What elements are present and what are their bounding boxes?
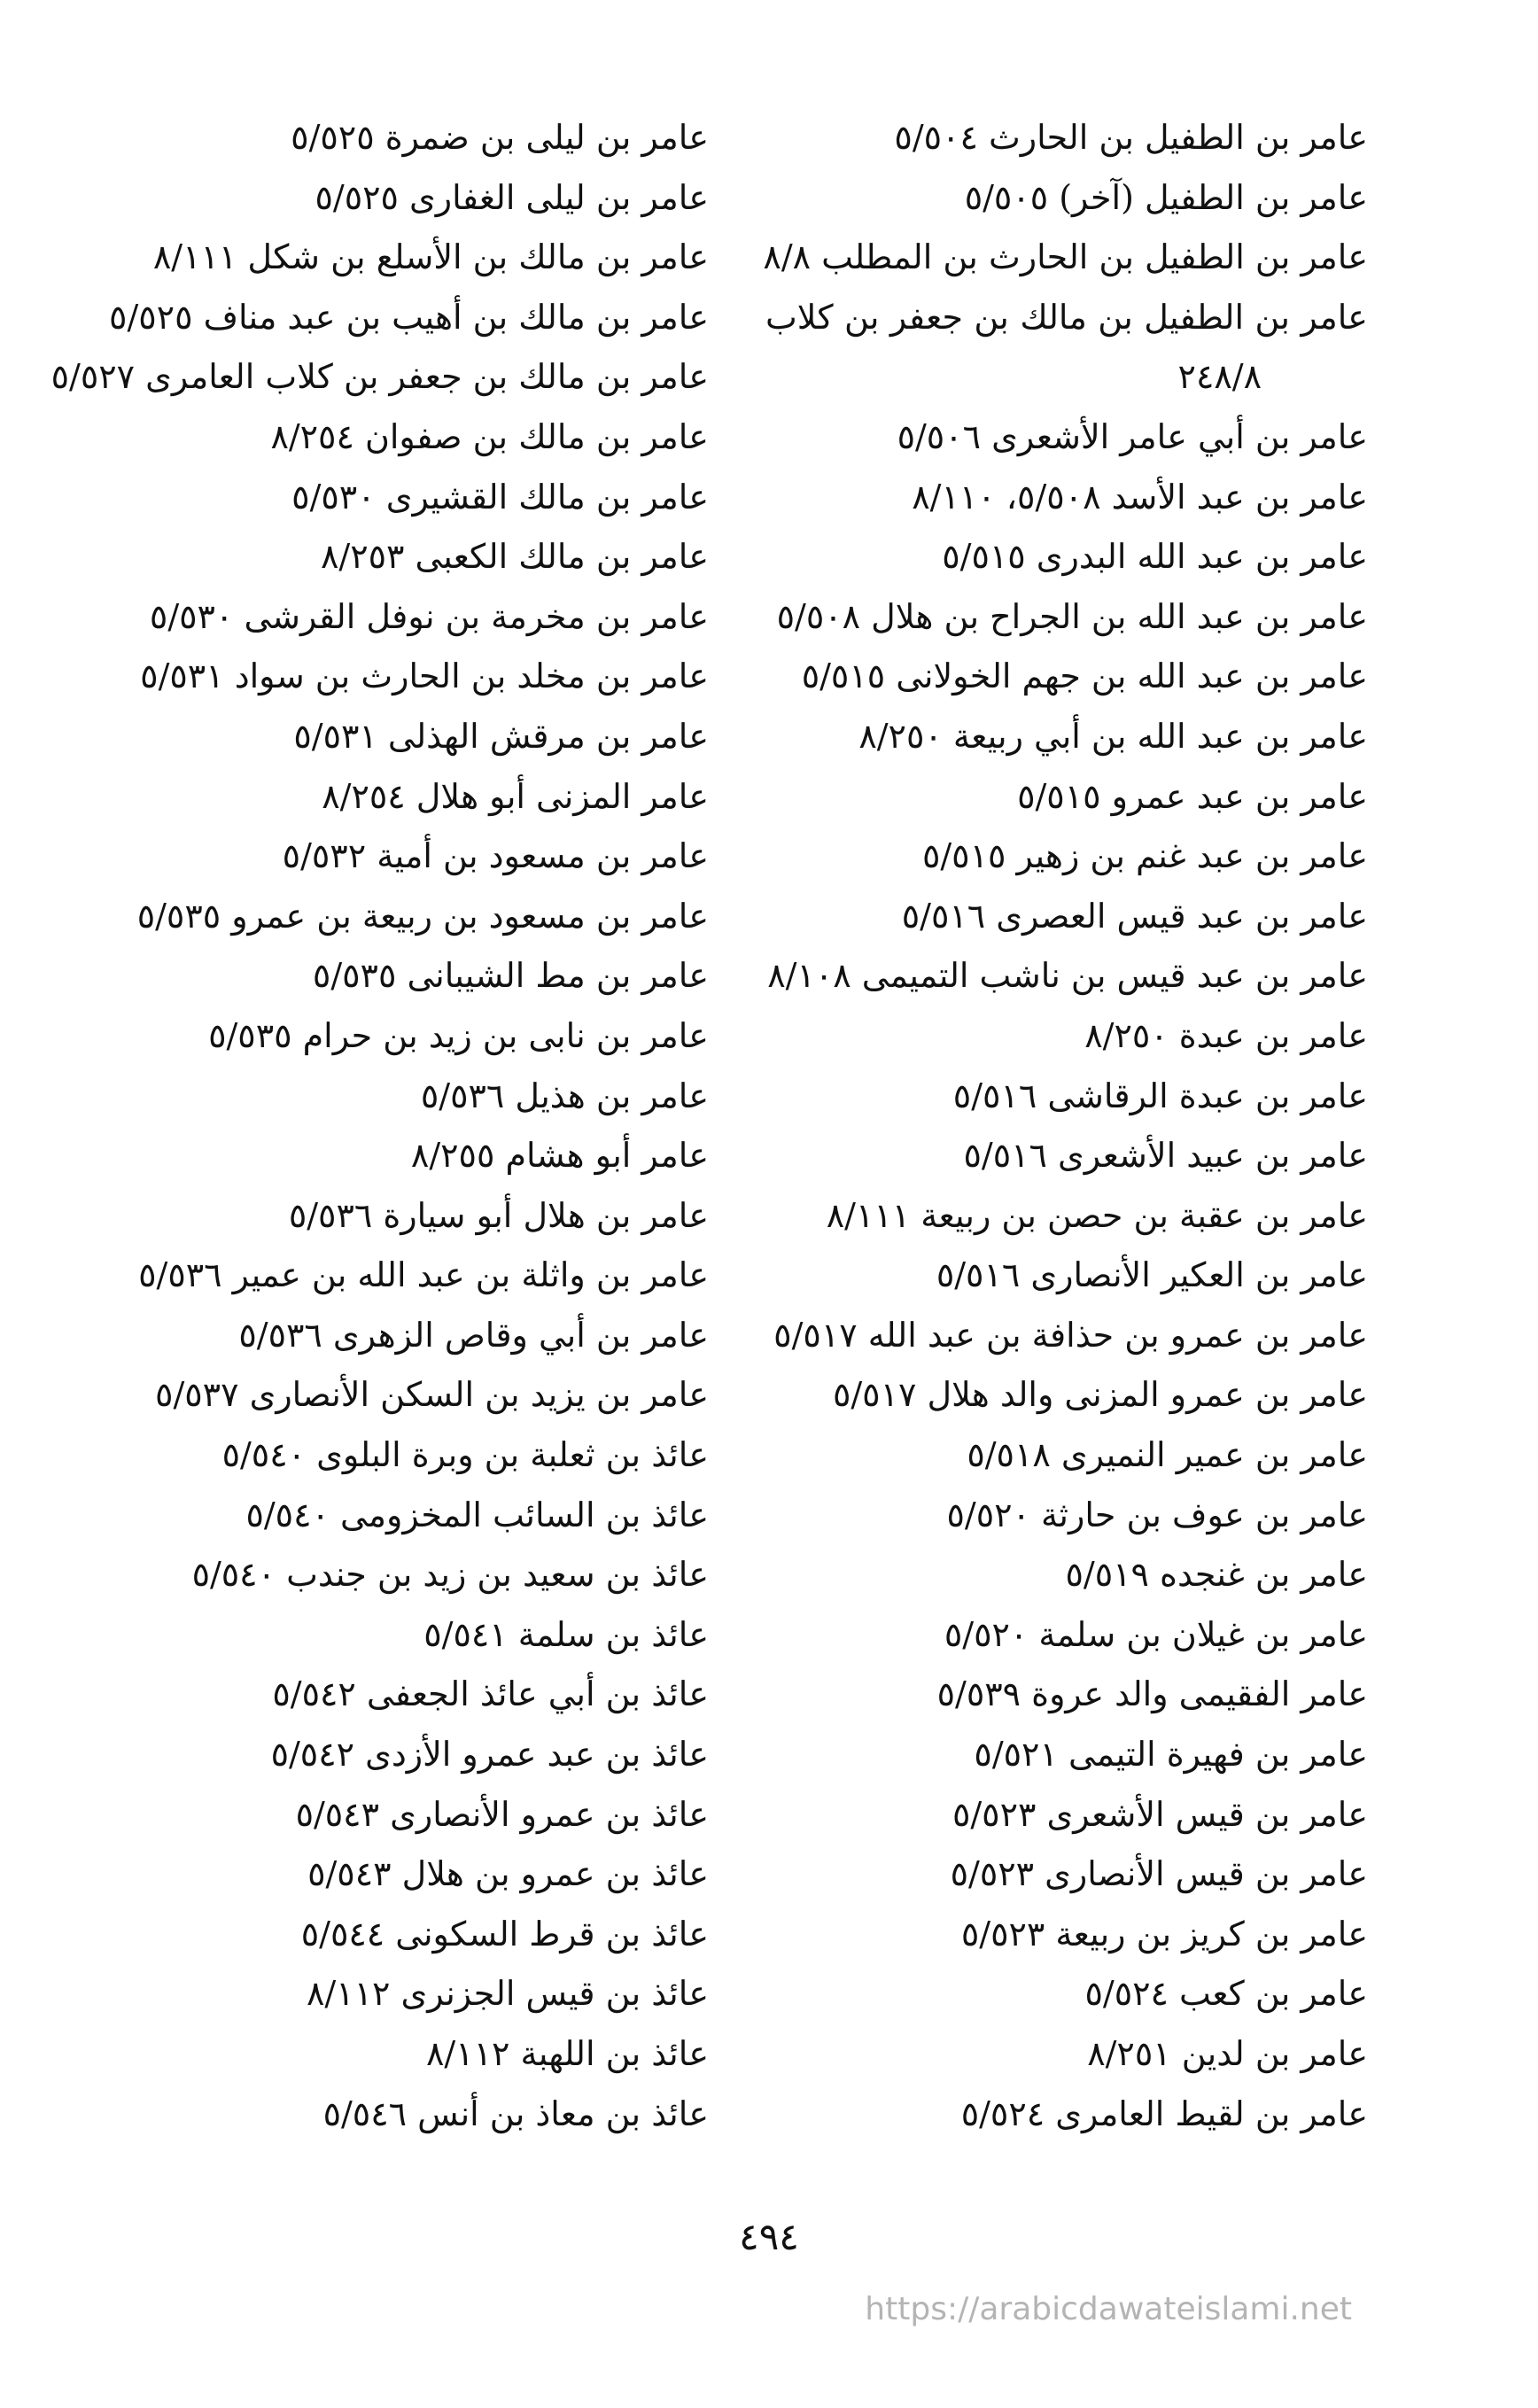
- index-entry: عامر بن مط الشيبانى ٥/٥٣٥: [312, 956, 709, 996]
- index-column-left: [35, 108, 709, 2144]
- index-entry: عامر بن مرقش الهذلى ٥/٥٣١: [293, 716, 709, 756]
- index-entry: عائذ بن عمرو بن هلال ٥/٥٤٣: [307, 1854, 709, 1894]
- index-entry: عامر بن يزيد بن السكن الأنصارى ٥/٥٣٧: [155, 1375, 709, 1415]
- index-entry: عامر بن أبي عامر الأشعرى ٥/٥٠٦: [897, 416, 1368, 456]
- index-entry: عائذ بن عبد عمرو الأزدى ٥/٥٤٢: [270, 1735, 709, 1775]
- index-entry: عامر بن مسعود بن أمية ٥/٥٣٢: [282, 836, 709, 876]
- index-entry: عامر بن عبيد الأشعرى ٥/٥١٦: [963, 1136, 1368, 1176]
- index-entry: عامر المزنى أبو هلال ٨/٢٥٤: [322, 776, 709, 816]
- index-entry: عامر بن مالك بن أهيب بن عبد مناف ٥/٥٢٥: [109, 297, 709, 337]
- index-entry: عامر بن لدين ٨/٢٥١: [1087, 2034, 1368, 2073]
- index-entry: عامر بن مخلد بن الحارث بن سواد ٥/٥٣١: [140, 656, 709, 696]
- index-entry: عامر بن ليلى الغفارى ٥/٥٢٥: [315, 177, 709, 217]
- index-entry: عامر بن قيس الأشعرى ٥/٥٢٣: [952, 1794, 1368, 1834]
- index-entry: عامر بن الطفيل (آخر) ٥/٥٠٥: [964, 177, 1368, 217]
- index-entry: عامر أبو هشام ٨/٢٥٥: [410, 1136, 709, 1176]
- index-entry: عائذ بن قيس الجزنرى ٨/١١٢: [306, 1974, 709, 2014]
- index-entry: ٢٤٨/٨: [1177, 357, 1262, 397]
- index-entry: عامر بن فهيرة التيمى ٥/٥٢١: [974, 1735, 1368, 1775]
- index-entry: عائذ بن سلمة ٥/٥٤١: [423, 1614, 709, 1654]
- index-entry: عامر بن نابى بن زيد بن حرام ٥/٥٣٥: [208, 1015, 709, 1055]
- index-entry: عامر بن الطفيل بن مالك بن جعفر بن كلاب: [765, 297, 1368, 337]
- index-entry: عامر بن مالك بن جعفر بن كلاب العامرى ٥/٥٢٧: [50, 357, 709, 397]
- index-entry: عامر بن عمرو بن حذافة بن عبد الله ٥/٥١٧: [773, 1315, 1368, 1355]
- index-entry: عامر بن عقبة بن حصن بن ربيعة ٨/١١١: [826, 1195, 1368, 1235]
- index-entry: عامر بن مالك القشيرى ٥/٥٣٠: [291, 477, 709, 517]
- index-entry: عامر بن الطفيل بن الحارث ٥/٥٠٤: [894, 118, 1368, 157]
- index-entry: عامر بن لقيط العامرى ٥/٥٢٤: [960, 2093, 1368, 2133]
- index-entry: عامر بن عبد الله بن الجراح بن هلال ٥/٥٠٨: [776, 596, 1368, 636]
- index-entry: عامر بن عبد الله بن جهم الخولانى ٥/٥١٥: [801, 656, 1368, 696]
- index-entry: عامر بن عمرو المزنى والد هلال ٥/٥١٧: [832, 1375, 1368, 1415]
- index-entry: عامر بن عبد الله بن أبي ربيعة ٨/٢٥٠: [858, 716, 1368, 756]
- index-entry: عامر بن كعب ٥/٥٢٤: [1084, 1974, 1368, 2014]
- index-entry: عامر بن قيس الأنصارى ٥/٥٢٣: [950, 1854, 1368, 1894]
- index-entry: عامر بن عبد عمرو ٥/٥١٥: [1017, 776, 1368, 816]
- index-entry: عامر بن واثلة بن عبد الله بن عمير ٥/٥٣٦: [138, 1255, 709, 1295]
- index-entry: عامر بن أبي وقاص الزهرى ٥/٥٣٦: [238, 1315, 709, 1355]
- index-entry: عامر بن مسعود بن ربيعة بن عمرو ٥/٥٣٥: [136, 896, 709, 936]
- index-entry: عامر بن عمير النميرى ٥/٥١٨: [967, 1435, 1368, 1475]
- index-entry: عامر بن هلال أبو سيارة ٥/٥٣٦: [288, 1195, 709, 1235]
- index-entry: عائذ بن أبي عائذ الجعفى ٥/٥٤٢: [272, 1674, 709, 1714]
- watermark-url: https://arabicdawateislami.net: [865, 2291, 1352, 2327]
- page-number: ٤٩٤: [739, 2215, 799, 2258]
- index-entry: عامر بن مالك بن صفوان ٨/٢٥٤: [270, 416, 709, 456]
- index-entry: عامر بن عبد غنم بن زهير ٥/٥١٥: [921, 836, 1368, 876]
- index-entry: عائذ بن السائب المخزومى ٥/٥٤٠: [245, 1495, 709, 1534]
- index-entry: عامر بن كريز بن ربيعة ٥/٥٢٣: [960, 1914, 1368, 1954]
- index-entry: عائذ بن ثعلبة بن وبرة البلوى ٥/٥٤٠: [221, 1435, 709, 1475]
- index-entry: عائذ بن قرط السكونى ٥/٥٤٤: [300, 1914, 709, 1954]
- index-entry: عائذ بن سعيد بن زيد بن جندب ٥/٥٤٠: [191, 1555, 709, 1595]
- index-entry: عامر بن مخرمة بن نوفل القرشى ٥/٥٣٠: [149, 596, 709, 636]
- index-entry: عامر الفقيمى والد عروة ٥/٥٣٩: [936, 1674, 1368, 1714]
- index-entry: عامر بن عبدة ٨/٢٥٠: [1084, 1015, 1368, 1055]
- index-entry: عامر بن مالك الكعبى ٨/٢٥٣: [321, 537, 709, 577]
- index-entry: عامر بن العكير الأنصارى ٥/٥١٦: [936, 1255, 1368, 1295]
- index-entry: عامر بن ليلى بن ضمرة ٥/٥٢٥: [291, 118, 709, 157]
- index-entry: عائذ بن عمرو الأنصارى ٥/٥٤٣: [295, 1794, 709, 1834]
- index-entry: عائذ بن اللهبة ٨/١١٢: [425, 2034, 709, 2073]
- index-entry: عامر بن هذيل ٥/٥٣٦: [420, 1076, 709, 1115]
- index-entry: عامر بن عوف بن حارثة ٥/٥٢٠: [946, 1495, 1368, 1534]
- index-entry: عامر بن عبد الله البدرى ٥/٥١٥: [942, 537, 1368, 577]
- index-entry: عامر بن غنجده ٥/٥١٩: [1065, 1555, 1368, 1595]
- index-entry: عامر بن عبد الأسد ٥/٥٠٨، ٨/١١٠: [912, 477, 1368, 517]
- index-entry: عامر بن غيلان بن سلمة ٥/٥٢٠: [944, 1614, 1368, 1654]
- index-entry: عامر بن عبد قيس العصرى ٥/٥١٦: [901, 896, 1368, 936]
- index-entry: عامر بن مالك بن الأسلع بن شكل ٨/١١١: [152, 237, 709, 277]
- index-entry: عائذ بن معاذ بن أنس ٥/٥٤٦: [322, 2093, 709, 2133]
- index-column-right: [695, 108, 1368, 2144]
- index-entry: عامر بن الطفيل بن الحارث بن المطلب ٨/٨: [763, 237, 1368, 277]
- index-entry: عامر بن عبدة الرقاشى ٥/٥١٦: [952, 1076, 1368, 1115]
- index-entry: عامر بن عبد قيس بن ناشب التميمى ٨/١٠٨: [767, 956, 1368, 996]
